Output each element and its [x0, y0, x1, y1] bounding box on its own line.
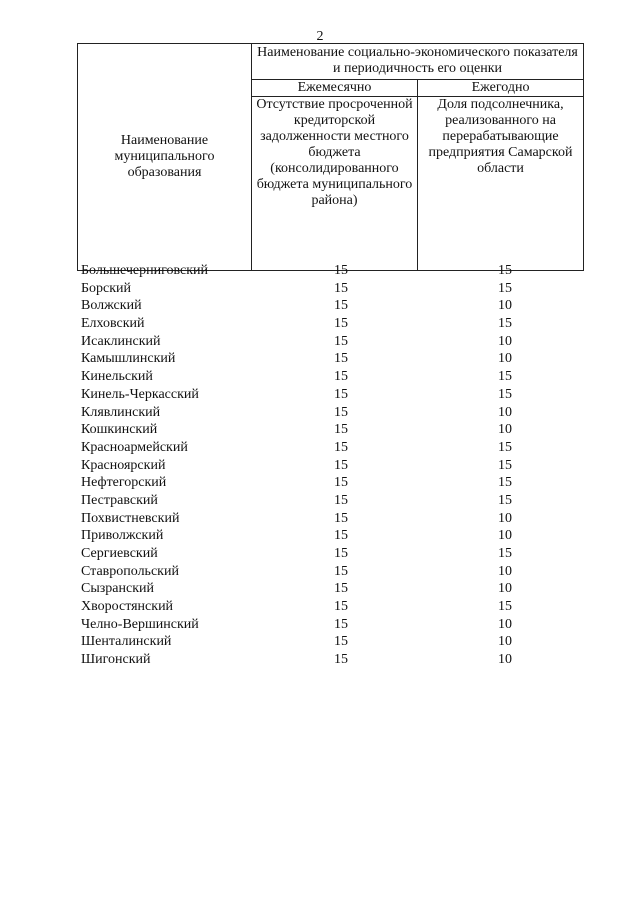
municipality-name: Челно-Вершинский	[81, 616, 199, 632]
table-row	[81, 546, 601, 564]
monthly-score: 15	[334, 316, 348, 332]
municipality-name: Волжский	[81, 298, 142, 314]
municipality-name: Красноярский	[81, 457, 166, 473]
yearly-score: 15	[498, 369, 512, 385]
municipality-name: Камышлинский	[81, 351, 176, 367]
municipality-name: Кошкинский	[81, 422, 158, 438]
yearly-score: 15	[498, 263, 512, 278]
monthly-score: 15	[334, 280, 348, 296]
table-row	[81, 528, 601, 546]
indicator-monthly-description: Отсутствие просроченной кредиторской задолженности местного бюджета (консолидированного бюджета муниципального района)	[252, 97, 418, 271]
monthly-score: 15	[334, 581, 348, 597]
table-row	[81, 422, 601, 440]
yearly-score: 15	[498, 492, 512, 508]
periodicity-monthly-header: Ежемесячно	[252, 80, 418, 97]
municipality-name: Исаклинский	[81, 333, 161, 349]
table-row	[81, 298, 601, 316]
municipality-name: Кинельский	[81, 369, 153, 385]
yearly-score: 10	[498, 634, 512, 650]
table-row	[81, 405, 601, 423]
table-row	[81, 263, 601, 281]
municipality-name: Приволжский	[81, 528, 164, 544]
municipality-name: Сызранский	[81, 581, 154, 597]
indicator-yearly-description: Доля подсолнечника, реализованного на перерабатывающие предприятия Самарской области	[418, 97, 584, 271]
monthly-score: 15	[334, 510, 348, 526]
page-number: 2	[316, 29, 324, 44]
monthly-score: 15	[334, 634, 348, 650]
table-row	[81, 351, 601, 369]
municipality-name: Елховский	[81, 316, 145, 332]
table-row	[81, 581, 601, 599]
yearly-score: 15	[498, 280, 512, 296]
municipality-name: Шенталинский	[81, 634, 172, 650]
yearly-score: 10	[498, 333, 512, 349]
municipality-rows	[81, 263, 601, 670]
monthly-score: 15	[334, 386, 348, 402]
table-row	[81, 564, 601, 582]
municipality-name: Нефтегорский	[81, 475, 167, 491]
table-row	[81, 634, 601, 652]
indicator-table-header	[77, 43, 584, 271]
monthly-score: 15	[334, 652, 348, 668]
monthly-score: 15	[334, 492, 348, 508]
monthly-score: 15	[334, 475, 348, 491]
monthly-score: 15	[334, 563, 348, 579]
monthly-score: 15	[334, 457, 348, 473]
yearly-score: 10	[498, 422, 512, 438]
monthly-score: 15	[334, 439, 348, 455]
municipality-name: Пестравский	[81, 492, 158, 508]
municipality-name: Шигонский	[81, 652, 151, 668]
municipality-name: Кинель-Черкасский	[81, 386, 199, 402]
yearly-score: 10	[498, 298, 512, 314]
table-row	[81, 475, 601, 493]
yearly-score: 10	[498, 404, 512, 420]
yearly-score: 15	[498, 316, 512, 332]
monthly-score: 15	[334, 528, 348, 544]
monthly-score: 15	[334, 546, 348, 561]
yearly-score: 15	[498, 599, 512, 615]
monthly-score: 15	[334, 404, 348, 420]
yearly-score: 10	[498, 510, 512, 526]
indicator-group-header: Наименование социально-экономического показателя и периодичность его оценки	[252, 44, 584, 80]
table-row	[81, 316, 601, 334]
table-row	[81, 458, 601, 476]
monthly-score: 15	[334, 599, 348, 615]
table-row	[81, 440, 601, 458]
periodicity-yearly-header: Ежегодно	[418, 80, 584, 97]
monthly-score: 15	[334, 369, 348, 385]
municipality-name: Похвистневский	[81, 510, 180, 526]
municipality-name: Клявлинский	[81, 404, 161, 420]
yearly-score: 10	[498, 528, 512, 544]
table-row	[81, 511, 601, 529]
municipality-name: Сергиевский	[81, 546, 158, 561]
yearly-score: 10	[498, 581, 512, 597]
municipality-name: Хворостянский	[81, 599, 174, 615]
table-row	[81, 369, 601, 387]
municipality-name: Красноармейский	[81, 439, 188, 455]
yearly-score: 15	[498, 457, 512, 473]
table-row	[81, 652, 601, 670]
municipality-name: Ставропольский	[81, 563, 179, 579]
monthly-score: 15	[334, 298, 348, 314]
monthly-score: 15	[334, 263, 348, 278]
yearly-score: 15	[498, 439, 512, 455]
municipality-column-header: Наименование муниципального образования	[78, 44, 252, 271]
yearly-score: 10	[498, 351, 512, 367]
table-row	[81, 281, 601, 299]
yearly-score: 15	[498, 475, 512, 491]
monthly-score: 15	[334, 616, 348, 632]
yearly-score: 15	[498, 546, 512, 561]
municipality-name: Большечерниговский	[81, 263, 209, 278]
table-row	[81, 387, 601, 405]
yearly-score: 10	[498, 563, 512, 579]
table-row	[81, 334, 601, 352]
table-row	[81, 599, 601, 617]
yearly-score: 10	[498, 652, 512, 668]
yearly-score: 10	[498, 616, 512, 632]
monthly-score: 15	[334, 422, 348, 438]
table-row	[81, 493, 601, 511]
municipality-name: Борский	[81, 280, 132, 296]
yearly-score: 15	[498, 386, 512, 402]
monthly-score: 15	[334, 351, 348, 367]
table-row	[81, 617, 601, 635]
monthly-score: 15	[334, 333, 348, 349]
